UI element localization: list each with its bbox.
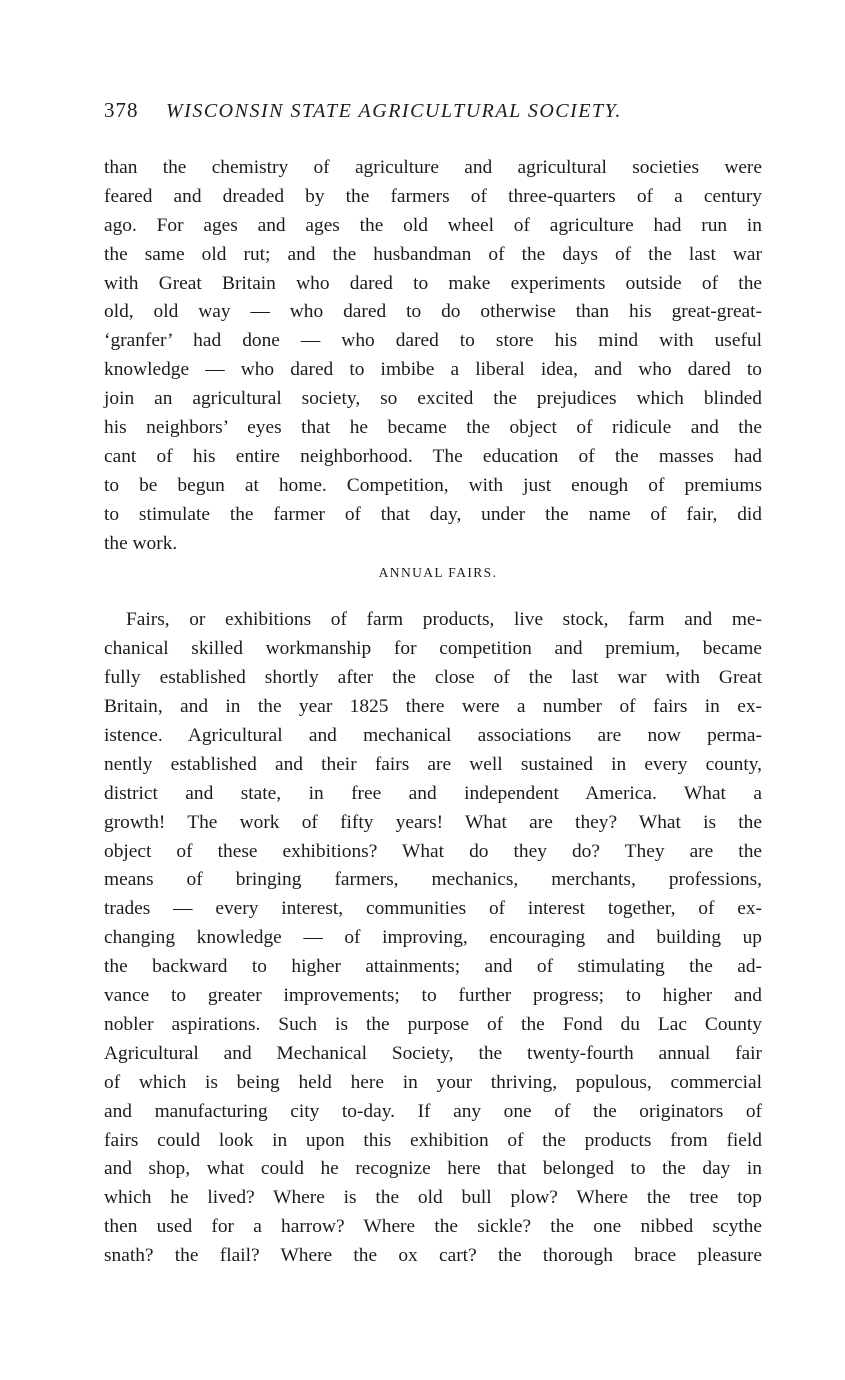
text-line: chanical skilled workmanship for competition and premium, became <box>104 638 762 660</box>
running-head <box>104 98 762 128</box>
running-title: WISCONSIN STATE AGRICULTURAL SOCIETY. <box>166 100 622 122</box>
text-line: nently established and their fairs are well sustained in every county, <box>104 753 762 775</box>
text-line: growth! The work of fifty years! What are they? What is the <box>104 811 762 833</box>
text-line: to stimulate the farmer of that day, under the name of fair, did <box>104 503 762 525</box>
text-line: cant of his entire neighborhood. The education of the masses had <box>104 445 762 467</box>
text-line: nobler aspirations. Such is the purpose of the Fond du Lac County <box>104 1013 762 1035</box>
text-line: than the chemistry of agriculture and agricultural societies were <box>104 157 762 178</box>
page-number: 378 <box>104 98 139 122</box>
text-line: and manufacturing city to-day. If any one of the originators of <box>104 1100 762 1122</box>
text-line: changing knowledge — of improving, encouraging and building up <box>104 927 762 949</box>
text-line: knowledge — who dared to imbibe a liberal idea, and who dared to <box>104 359 762 381</box>
text-line: with Great Britain who dared to make experiments outside of the <box>104 272 762 294</box>
text-line: vance to greater improvements; to further progress; to higher and <box>104 985 762 1007</box>
text-line: means of bringing farmers, mechanics, merchants, professions, <box>104 869 762 891</box>
text-line: Fairs, or exhibitions of farm products, live stock, farm and me- <box>126 609 762 631</box>
text-line: of which is being held here in your thriving, populous, commercial <box>104 1071 762 1093</box>
document-page <box>104 98 762 1271</box>
text-line: to be begun at home. Competition, with just enough of premiums <box>104 474 762 496</box>
text-line: ‘granfer’ had done — who dared to store his mind with useful <box>104 330 762 352</box>
text-line: Agricultural and Mechanical Society, the twenty-fourth annual fair <box>104 1042 762 1064</box>
text-line: object of these exhibitions? What do they do? They are the <box>104 840 762 862</box>
text-line: fully established shortly after the close of the last war with Great <box>104 667 762 689</box>
text-line: and shop, what could he recognize here that belonged to the day in <box>104 1158 762 1180</box>
text-line: Britain, and in the year 1825 there were a number of fairs in ex- <box>104 696 762 718</box>
text-line: feared and dreaded by the farmers of three-quarters of a century <box>104 185 762 207</box>
text-line: istence. Agricultural and mechanical associations are now perma- <box>104 725 762 747</box>
text-line: fairs could look in upon this exhibition of the products from field <box>104 1129 762 1151</box>
text-line: trades — every interest, communities of interest together, of ex- <box>104 898 762 920</box>
section-heading: ANNUAL FAIRS. <box>378 565 498 581</box>
paragraph-continued <box>104 154 762 558</box>
text-line: district and state, in free and independent America. What a <box>104 782 762 804</box>
text-line: then used for a harrow? Where the sickle? the one nibbed scythe <box>104 1216 762 1238</box>
text-line: old, old way — who dared to do otherwise than his great-great- <box>104 301 762 323</box>
text-line: snath? the flail? Where the ox cart? the thorough brace pleasure <box>104 1245 762 1267</box>
text-line: ago. For ages and ages the old wheel of agriculture had run in <box>104 214 762 236</box>
text-line: his neighbors’ eyes that he became the object of ridicule and the <box>104 417 762 439</box>
text-line: the backward to higher attainments; and of stimulating the ad- <box>104 956 762 978</box>
text-line: the work. <box>104 532 178 554</box>
text-line: the same old rut; and the husbandman of the days of the last war <box>104 243 762 265</box>
text-line: which he lived? Where is the old bull plow? Where the tree top <box>104 1187 762 1209</box>
text-line: join an agricultural society, so excited the prejudices which blinded <box>104 388 762 410</box>
paragraph-annual-fairs <box>104 606 762 1270</box>
